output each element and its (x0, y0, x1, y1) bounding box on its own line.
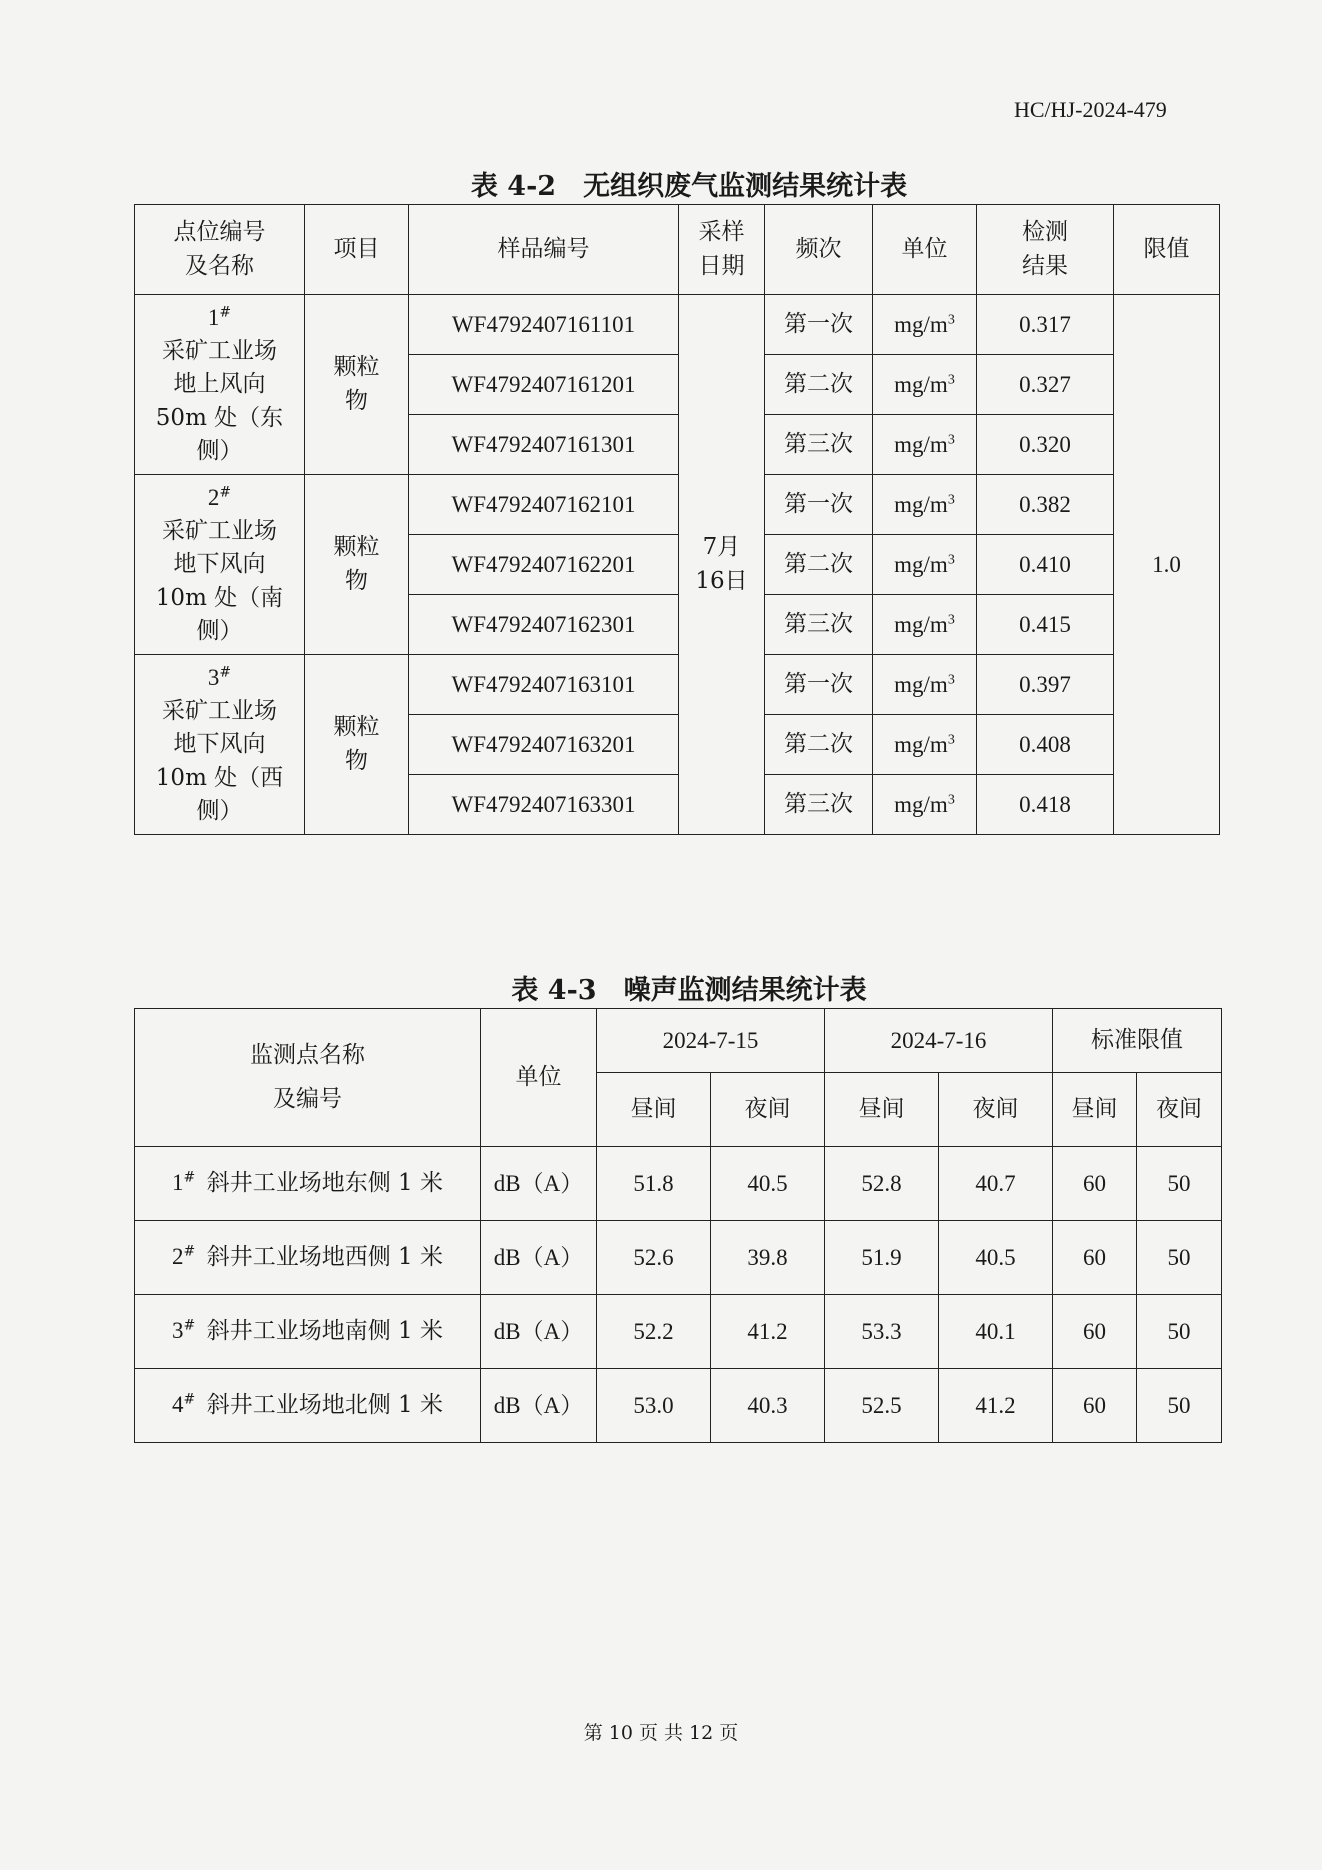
unit-text: dB（A） (493, 1392, 584, 1418)
header-label: 限值 (1143, 235, 1190, 262)
day-1-daytime-value: 52.6 (633, 1244, 674, 1270)
point-name: 采矿工业场 地下风向 10m 处（南 侧） (155, 517, 284, 645)
header-limit-day (1053, 1073, 1137, 1147)
limit-daytime-value: 60 (1083, 1244, 1107, 1270)
exhaust-gas-table (134, 204, 1220, 835)
point-name (135, 1295, 481, 1369)
point-mark: # (183, 1169, 196, 1186)
result (977, 775, 1114, 835)
item-cell (305, 655, 409, 835)
point-mark: # (183, 1317, 196, 1334)
point-number: 2 (207, 484, 220, 510)
header-unit-label: 单位 (515, 1063, 562, 1090)
unit-superscript: 3 (947, 432, 955, 448)
limit-daytime-value: 60 (1083, 1170, 1107, 1196)
point-mark: # (219, 483, 232, 500)
point-mark: # (219, 663, 232, 680)
sample-number (409, 775, 679, 835)
header-night-label: 夜间 (744, 1095, 791, 1122)
header-night-label: 夜间 (1156, 1095, 1203, 1122)
sample-number (409, 295, 679, 355)
header-label: 采样 日期 (698, 219, 745, 279)
result (977, 535, 1114, 595)
frequency-text: 第一次 (784, 310, 853, 337)
day-2-night-value: 40.1 (975, 1318, 1016, 1344)
frequency (765, 295, 873, 355)
header-date (679, 205, 765, 295)
header-date-1-night (711, 1073, 825, 1147)
point-label (156, 661, 283, 829)
sample-date (679, 295, 765, 835)
header-label: 项目 (333, 235, 380, 262)
sample-number (409, 355, 679, 415)
frequency-text: 第三次 (784, 790, 853, 817)
limit-night-value: 50 (1167, 1392, 1191, 1418)
item-label: 颗粒 物 (333, 534, 380, 594)
header-date-1-day (597, 1073, 711, 1147)
point-label (156, 301, 283, 469)
unit-superscript: 3 (947, 612, 955, 628)
unit (481, 1147, 597, 1221)
table-row (135, 1147, 1222, 1221)
unit-superscript: 3 (947, 732, 955, 748)
point-name-text: 斜井工业场地东侧 1 米 (206, 1170, 443, 1197)
header-point (135, 1009, 481, 1147)
result-value: 0.317 (1019, 311, 1071, 337)
unit (481, 1369, 597, 1443)
frequency-text: 第二次 (784, 370, 853, 397)
document-code: HC/HJ-2024-479 (1014, 97, 1167, 122)
point-cell (135, 475, 305, 655)
header-date-2-day (825, 1073, 939, 1147)
limit-night (1137, 1221, 1222, 1295)
header-label: 样品编号 (497, 235, 590, 262)
frequency (765, 715, 873, 775)
header-sample-no (409, 205, 679, 295)
day-1-night (711, 1221, 825, 1295)
point-number: 4 (172, 1392, 184, 1418)
unit-text: dB（A） (493, 1318, 584, 1344)
day-1-night-value: 40.3 (747, 1392, 788, 1418)
result-value: 0.327 (1019, 371, 1071, 397)
unit-superscript: 3 (947, 372, 955, 388)
frequency-text: 第二次 (784, 550, 853, 577)
sample-number (409, 715, 679, 775)
header-date-2-night (939, 1073, 1053, 1147)
limit-daytime-value: 60 (1083, 1318, 1107, 1344)
unit (873, 715, 977, 775)
unit-text: mg/m (894, 671, 948, 697)
unit-text: dB（A） (493, 1244, 584, 1270)
point-cell (135, 295, 305, 475)
day-2-night-value: 40.7 (975, 1170, 1016, 1196)
header-date-2-label: 2024-7-16 (890, 1027, 987, 1053)
day-1-daytime-value: 53.0 (633, 1392, 674, 1418)
day-2-night (939, 1295, 1053, 1369)
unit (873, 415, 977, 475)
result-value: 0.410 (1019, 551, 1071, 577)
sample-number (409, 415, 679, 475)
result-value: 0.418 (1019, 791, 1071, 817)
result-value: 0.408 (1019, 731, 1071, 757)
unit-superscript: 3 (947, 492, 955, 508)
frequency-text: 第一次 (784, 670, 853, 697)
sample-number-text: WF4792407163101 (451, 671, 636, 697)
day-2-night-value: 41.2 (975, 1392, 1016, 1418)
sample-number-text: WF4792407161101 (451, 311, 636, 337)
result (977, 715, 1114, 775)
point-number: 3 (207, 664, 220, 690)
unit (481, 1221, 597, 1295)
result (977, 295, 1114, 355)
sample-date-text: 7月 16日 (695, 534, 748, 594)
frequency (765, 475, 873, 535)
limit-night (1137, 1369, 1222, 1443)
result-value: 0.397 (1019, 671, 1071, 697)
day-2-daytime-value: 51.9 (861, 1244, 902, 1270)
point-name-text: 斜井工业场地西侧 1 米 (206, 1244, 443, 1271)
sample-number (409, 595, 679, 655)
unit (873, 535, 977, 595)
unit-text: dB（A） (493, 1170, 584, 1196)
result (977, 355, 1114, 415)
result-value: 0.320 (1019, 431, 1071, 457)
unit-text: mg/m (894, 371, 948, 397)
unit-superscript: 3 (947, 312, 955, 328)
item-label: 颗粒 物 (333, 354, 380, 414)
point-label (156, 481, 283, 649)
result (977, 475, 1114, 535)
frequency (765, 655, 873, 715)
header-item (305, 205, 409, 295)
header-day-label: 昼间 (1071, 1095, 1118, 1122)
table-4-3-title: 表 4-3 噪声监测结果统计表 (511, 975, 867, 1006)
header-standard-limit (1053, 1009, 1222, 1073)
table-row (135, 295, 1220, 355)
unit-text: mg/m (894, 791, 948, 817)
day-1-daytime-value: 52.2 (633, 1318, 674, 1344)
header-point (135, 205, 305, 295)
day-2-daytime (825, 1147, 939, 1221)
point-mark: # (219, 303, 232, 320)
limit-daytime (1053, 1221, 1137, 1295)
header-label: 频次 (795, 235, 842, 262)
day-2-daytime-value: 52.8 (861, 1170, 902, 1196)
unit (873, 595, 977, 655)
header-date-2 (825, 1009, 1053, 1073)
limit-daytime (1053, 1147, 1137, 1221)
frequency-text: 第三次 (784, 430, 853, 457)
unit (873, 475, 977, 535)
point-mark: # (183, 1243, 196, 1260)
header-label: 单位 (901, 235, 948, 262)
table-row (135, 655, 1220, 715)
limit-night (1137, 1147, 1222, 1221)
unit (481, 1295, 597, 1369)
day-1-daytime (597, 1147, 711, 1221)
header-day-label: 昼间 (858, 1095, 905, 1122)
header-unit (873, 205, 977, 295)
sample-number-text: WF4792407162201 (451, 551, 636, 577)
day-2-daytime-value: 52.5 (861, 1392, 902, 1418)
sample-number-text: WF4792407162301 (451, 611, 636, 637)
header-standard-limit-label: 标准限值 (1091, 1026, 1184, 1053)
unit-text: mg/m (894, 611, 948, 637)
item-cell (305, 475, 409, 655)
day-1-night (711, 1369, 825, 1443)
day-1-night (711, 1295, 825, 1369)
sample-number-text: WF4792407161301 (451, 431, 636, 457)
unit-text: mg/m (894, 431, 948, 457)
day-1-daytime (597, 1295, 711, 1369)
unit-text: mg/m (894, 731, 948, 757)
day-2-daytime (825, 1221, 939, 1295)
point-number: 1 (172, 1170, 184, 1196)
limit-night (1137, 1295, 1222, 1369)
limit-value: 1.0 (1152, 551, 1181, 577)
day-2-night (939, 1221, 1053, 1295)
limit-daytime (1053, 1369, 1137, 1443)
day-1-daytime-value: 51.8 (633, 1170, 674, 1196)
unit (873, 775, 977, 835)
sample-number (409, 475, 679, 535)
point-number: 1 (207, 304, 220, 330)
item-label: 颗粒 物 (333, 714, 380, 774)
limit-night-value: 50 (1167, 1244, 1191, 1270)
header-night-label: 夜间 (972, 1095, 1019, 1122)
sample-number-text: WF4792407162101 (451, 491, 636, 517)
day-2-daytime (825, 1369, 939, 1443)
header-date-1 (597, 1009, 825, 1073)
frequency (765, 595, 873, 655)
frequency (765, 415, 873, 475)
header-frequency (765, 205, 873, 295)
header-day-label: 昼间 (630, 1095, 677, 1122)
frequency-text: 第一次 (784, 490, 853, 517)
sample-number-text: WF4792407161201 (451, 371, 636, 397)
unit-superscript: 3 (947, 552, 955, 568)
point-name: 采矿工业场 地下风向 10m 处（西 侧） (155, 697, 284, 825)
header-unit (481, 1009, 597, 1147)
header-limit (1114, 205, 1220, 295)
unit-text: mg/m (894, 311, 948, 337)
sample-number-text: WF4792407163201 (451, 731, 636, 757)
header-date-1-label: 2024-7-15 (662, 1027, 759, 1053)
result-value: 0.382 (1019, 491, 1071, 517)
sample-number-text: WF4792407163301 (451, 791, 636, 817)
unit (873, 295, 977, 355)
frequency (765, 355, 873, 415)
unit (873, 655, 977, 715)
point-name (135, 1369, 481, 1443)
table-row (135, 1221, 1222, 1295)
frequency (765, 535, 873, 595)
result (977, 415, 1114, 475)
point-number: 3 (172, 1318, 184, 1344)
limit-night-value: 50 (1167, 1318, 1191, 1344)
unit-superscript: 3 (947, 792, 955, 808)
point-mark: # (183, 1391, 196, 1408)
limit (1114, 295, 1220, 835)
header-limit-night (1137, 1073, 1222, 1147)
day-1-night-value: 39.8 (747, 1244, 788, 1270)
point-name (135, 1147, 481, 1221)
frequency-text: 第二次 (784, 730, 853, 757)
header-result (977, 205, 1114, 295)
header-label: 点位编号 及名称 (173, 219, 266, 279)
day-1-daytime (597, 1369, 711, 1443)
table-row (135, 475, 1220, 535)
limit-daytime-value: 60 (1083, 1392, 1107, 1418)
point-name: 采矿工业场 地上风向 50m 处（东 侧） (155, 337, 284, 465)
day-2-night-value: 40.5 (975, 1244, 1016, 1270)
header-point-label: 监测点名称 及编号 (250, 1041, 365, 1112)
table-4-2-title: 表 4-2 无组织废气监测结果统计表 (470, 171, 908, 202)
day-2-daytime (825, 1295, 939, 1369)
frequency-text: 第三次 (784, 610, 853, 637)
item-cell (305, 295, 409, 475)
table-row (135, 1295, 1222, 1369)
unit-text: mg/m (894, 491, 948, 517)
limit-night-value: 50 (1167, 1170, 1191, 1196)
point-cell (135, 655, 305, 835)
page-footer: 第 10 页 共 12 页 (583, 1722, 739, 1744)
day-1-daytime (597, 1221, 711, 1295)
noise-table (134, 1008, 1222, 1443)
day-2-night (939, 1369, 1053, 1443)
result (977, 655, 1114, 715)
day-1-night-value: 40.5 (747, 1170, 788, 1196)
point-name-text: 斜井工业场地北侧 1 米 (206, 1392, 443, 1419)
unit-text: mg/m (894, 551, 948, 577)
day-1-night (711, 1147, 825, 1221)
sample-number (409, 655, 679, 715)
result (977, 595, 1114, 655)
header-label: 检测 结果 (1022, 219, 1068, 279)
frequency (765, 775, 873, 835)
limit-daytime (1053, 1295, 1137, 1369)
unit-superscript: 3 (947, 672, 955, 688)
point-number: 2 (172, 1244, 184, 1270)
result-value: 0.415 (1019, 611, 1071, 637)
day-2-night (939, 1147, 1053, 1221)
day-2-daytime-value: 53.3 (861, 1318, 902, 1344)
point-name-text: 斜井工业场地南侧 1 米 (206, 1318, 443, 1345)
unit (873, 355, 977, 415)
table-row (135, 1369, 1222, 1443)
sample-number (409, 535, 679, 595)
day-1-night-value: 41.2 (747, 1318, 788, 1344)
point-name (135, 1221, 481, 1295)
